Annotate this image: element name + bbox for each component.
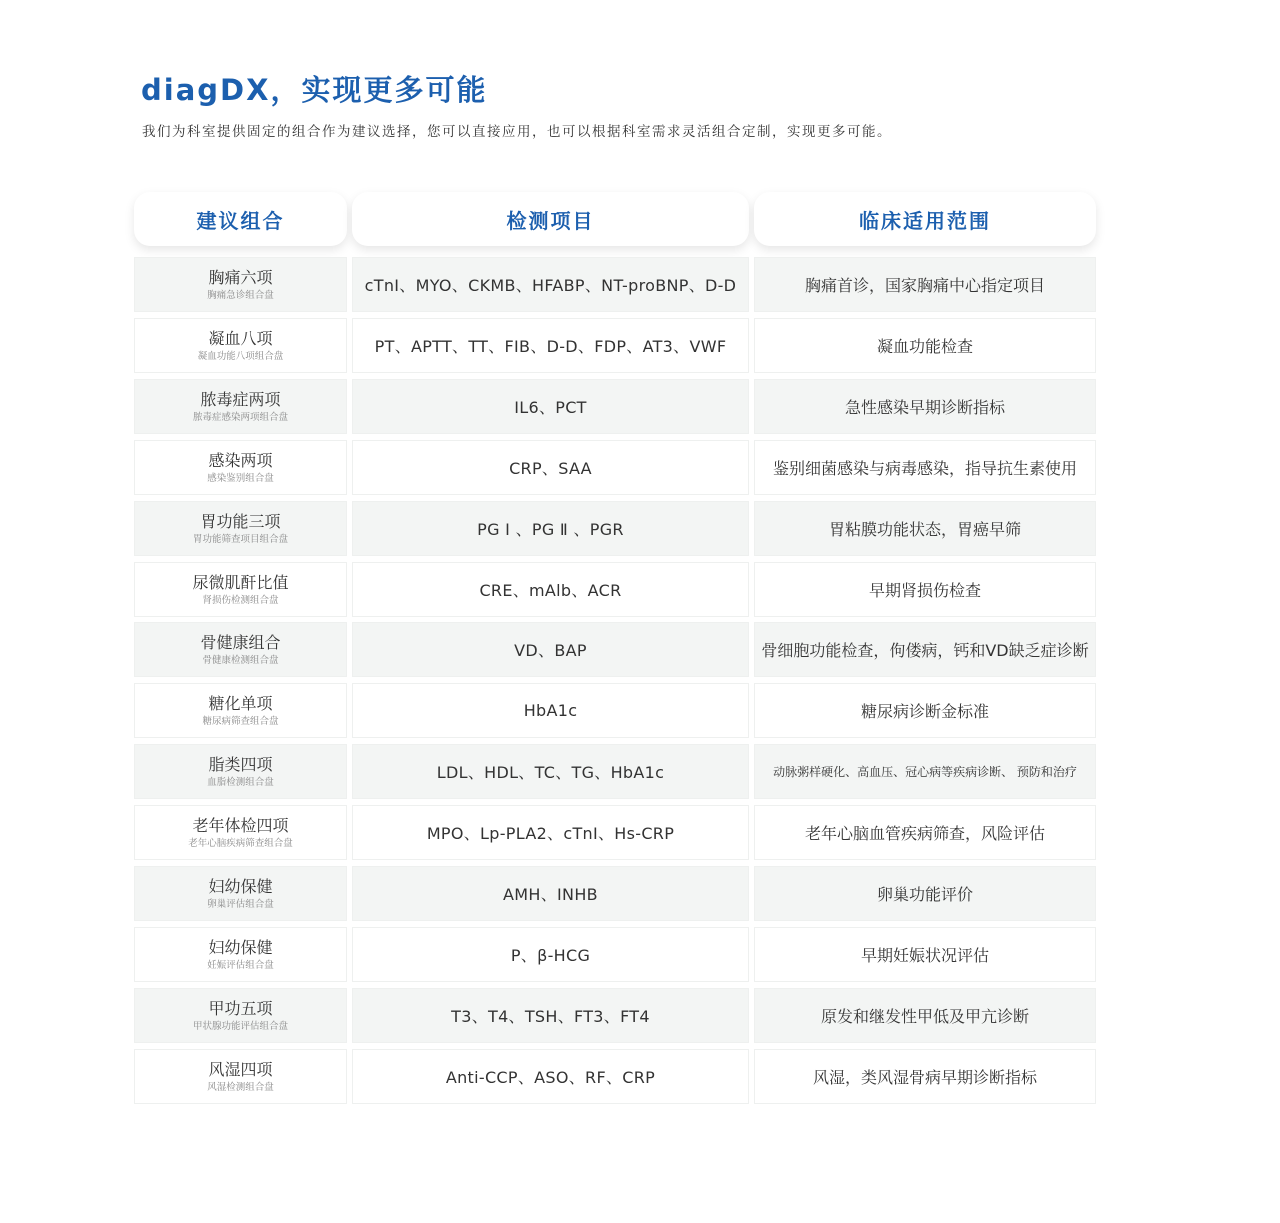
combo-cell [134,1049,347,1104]
table-row [134,562,1096,619]
table-row [134,866,1096,923]
clinical-scope: 风湿，类风湿骨病早期诊断指标 [812,1068,1037,1087]
combo-cell [134,683,347,738]
items-cell [352,440,749,495]
clinical-scope: 鉴别细菌感染与病毒感染，指导抗生素使用 [772,459,1077,478]
combo-subtitle: 胃功能筛查项目组合盘 [192,533,288,545]
combo-name: 尿微肌酐比值 [192,572,289,592]
combo-name: 凝血八项 [208,328,273,348]
test-items: PG Ⅰ 、PG Ⅱ 、PGR [477,520,624,539]
items-cell [352,744,749,799]
items-cell [352,622,749,677]
clinical-scope: 骨细胞功能检查，佝偻病，钙和VD缺乏症诊断 [761,641,1089,660]
test-items: T3、T4、TSH、FT3、FT4 [451,1007,650,1026]
combo-cell [134,744,347,799]
page-title: diagDX，实现更多可能 [141,73,488,107]
test-items: VD、BAP [514,641,587,660]
combo-cell [134,501,347,556]
table-row [134,379,1096,436]
scope-cell [754,379,1096,434]
items-cell [352,1049,749,1104]
header-items: 检测项目 [352,192,749,246]
combo-cell [134,257,347,312]
clinical-scope: 胃粘膜功能状态，胃癌早筛 [828,520,1021,539]
scope-cell [754,318,1096,373]
table-row [134,927,1096,984]
test-items: P、β-HCG [510,946,591,965]
combo-subtitle: 老年心脑疾病筛查组合盘 [188,837,293,849]
combo-name: 胃功能三项 [200,511,281,531]
test-items: LDL、HDL、TC、TG、HbA1c [436,763,665,782]
scope-cell [754,988,1096,1043]
clinical-scope: 早期肾损伤检查 [868,581,981,600]
items-cell [352,318,749,373]
table-header [134,192,1096,248]
combo-subtitle: 糖尿病筛查组合盘 [202,715,279,727]
clinical-scope: 卵巢功能评价 [876,885,973,904]
table-row [134,988,1096,1045]
clinical-scope: 急性感染早期诊断指标 [844,398,1005,417]
combo-subtitle: 妊娠评估组合盘 [207,959,274,971]
test-items: MPO、Lp-PLA2、cTnI、Hs-CRP [426,824,675,843]
test-items: AMH、INHB [503,885,598,904]
clinical-scope: 胸痛首诊，国家胸痛中心指定项目 [804,276,1045,295]
combo-subtitle: 肾损伤检测组合盘 [202,594,279,606]
combo-name: 老年体检四项 [192,815,289,835]
scope-cell [754,501,1096,556]
items-cell [352,866,749,921]
combo-name: 甲功五项 [208,998,273,1018]
table-row [134,805,1096,862]
table-row [134,683,1096,740]
combo-cell [134,927,347,982]
items-cell [352,562,749,617]
combo-subtitle: 胸痛急诊组合盘 [207,289,274,301]
combo-name: 脓毒症两项 [200,389,281,409]
items-cell [352,501,749,556]
clinical-scope: 凝血功能检查 [876,337,973,356]
test-items: cTnI、MYO、CKMB、HFABP、NT-proBNP、D-D [364,276,737,295]
table-row [134,440,1096,497]
test-items: IL6、PCT [514,398,587,417]
combo-cell [134,379,347,434]
table-row [134,622,1096,679]
items-cell [352,257,749,312]
combo-subtitle: 骨健康检测组合盘 [202,654,279,666]
page-subtitle: 我们为科室提供固定的组合作为建议选择，您可以直接应用，也可以根据科室需求灵活组合定制，实现更多可能。 [142,124,892,140]
combo-name: 妇幼保健 [208,876,273,896]
clinical-scope: 老年心脑血管疾病筛查，风险评估 [804,824,1045,843]
combo-name: 糖化单项 [208,693,273,713]
items-cell [352,988,749,1043]
combo-subtitle: 凝血功能八项组合盘 [197,350,284,362]
combo-name: 骨健康组合 [200,632,281,652]
clinical-scope: 早期妊娠状况评估 [860,946,989,965]
clinical-scope: 原发和继发性甲低及甲亢诊断 [820,1007,1029,1026]
table-row [134,318,1096,375]
table-row [134,744,1096,801]
table-row [134,1049,1096,1106]
combo-name: 脂类四项 [208,754,273,774]
test-items: HbA1c [523,701,578,720]
test-items: CRE、mAlb、ACR [479,581,622,600]
combo-cell [134,440,347,495]
combo-name: 胸痛六项 [208,267,273,287]
items-cell [352,927,749,982]
combo-name: 妇幼保健 [208,937,273,957]
combo-subtitle: 甲状腺功能评估组合盘 [192,1020,288,1032]
combo-cell [134,622,347,677]
scope-cell [754,622,1096,677]
items-cell [352,379,749,434]
clinical-scope: 动脉粥样硬化、高血压、冠心病等疾病诊断、 预防和治疗 [773,765,1077,779]
scope-cell [754,1049,1096,1104]
combo-subtitle: 脓毒症感染两项组合盘 [192,411,288,423]
items-cell [352,683,749,738]
combo-cell [134,318,347,373]
test-items: PT、APTT、TT、FIB、D-D、FDP、AT3、VWF [374,337,727,356]
scope-cell [754,440,1096,495]
scope-cell [754,744,1096,799]
table-row [134,501,1096,558]
combo-cell [134,805,347,860]
combo-cell [134,562,347,617]
clinical-scope: 糖尿病诊断金标准 [860,702,989,721]
scope-cell [754,805,1096,860]
combo-cell [134,866,347,921]
table-row [134,257,1096,314]
header-scope: 临床适用范围 [754,192,1096,246]
combo-name: 风湿四项 [208,1059,273,1079]
combo-cell [134,988,347,1043]
combo-subtitle: 卵巢评估组合盘 [207,898,274,910]
items-cell [352,805,749,860]
combo-subtitle: 风湿检测组合盘 [207,1081,274,1093]
test-items: CRP、SAA [509,459,592,478]
header-combo: 建议组合 [134,192,347,246]
scope-cell [754,866,1096,921]
combo-name: 感染两项 [208,450,273,470]
scope-cell [754,562,1096,617]
scope-cell [754,927,1096,982]
scope-cell [754,683,1096,738]
test-items: Anti-CCP、ASO、RF、CRP [445,1068,656,1087]
scope-cell [754,257,1096,312]
combo-subtitle: 血脂检测组合盘 [207,776,274,788]
combo-subtitle: 感染鉴别组合盘 [207,472,274,484]
